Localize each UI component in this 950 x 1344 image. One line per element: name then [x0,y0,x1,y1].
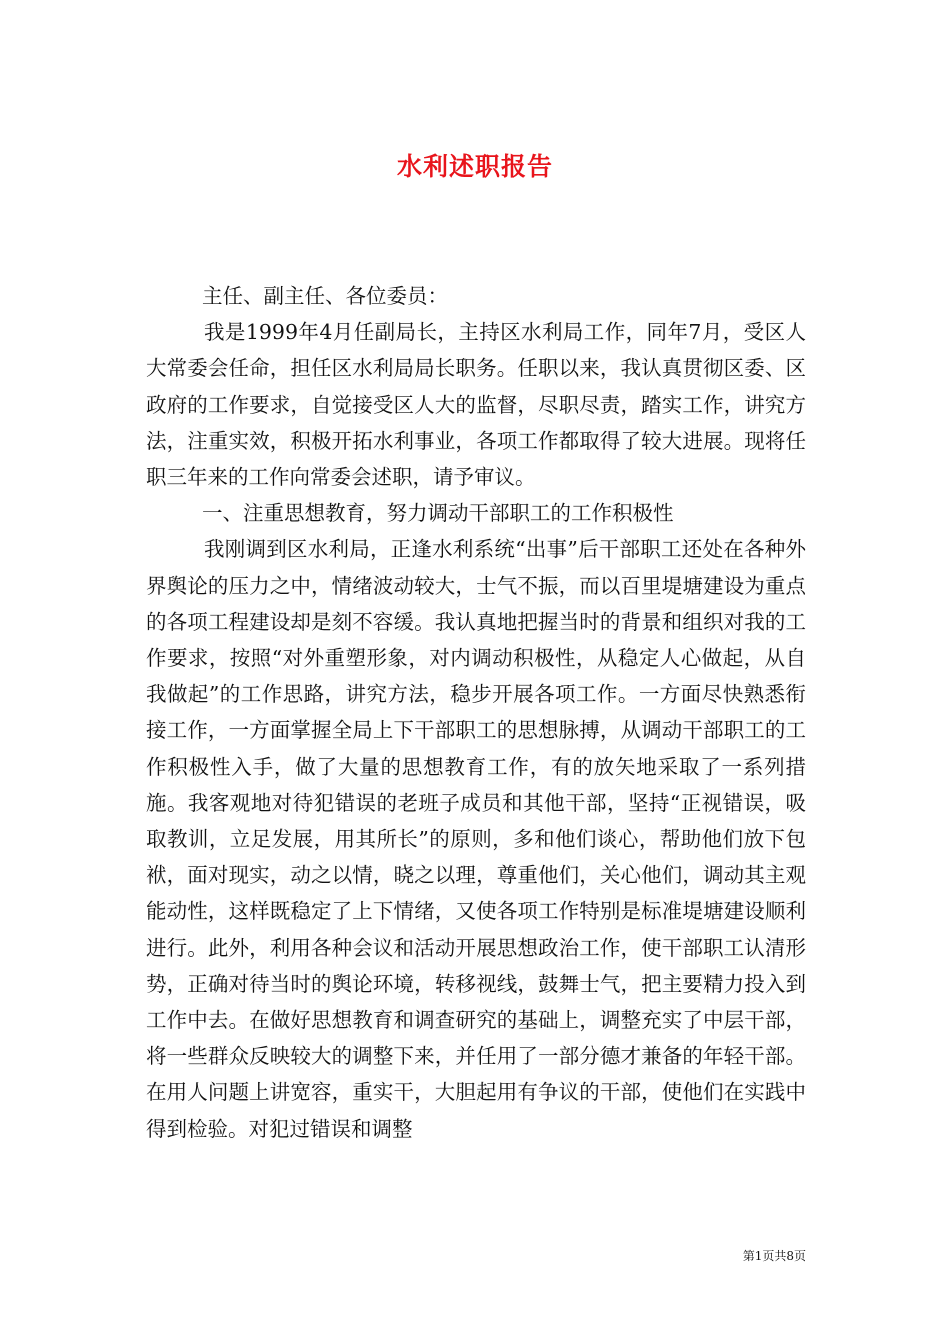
document-body [146,278,806,1147]
paragraph-section-1: 我刚调到区水利局，正逢水利系统“出事”后干部职工还处在各种外界舆论的压力之中，情绪波动较大，士气不振，而以百里堤塘建设为重点的各项工程建设却是刻不容缓。我认真地把握当时的背景和组织对我的工作要求，按照“对外重塑形象，对内调动积极性，从稳定人心做起，从自我做起”的工作思路，讲究方法，稳步开展各项工作。一方面尽快熟悉衔接工作，一方面掌握全局上下干部职工的思想脉搏，从调动干部职工的工作积极性入手，做了大量的思想教育工作，有的放矢地采取了一系列措施。我客观地对待犯错误的老班子成员和其他干部，坚持“正视错误，吸取教训，立足发展，用其所长”的原则，多和他们谈心，帮助他们放下包袱，面对现实，动之以情，晓之以理，尊重他们，关心他们，调动其主观能动性，这样既稳定了上下情绪，又使各项工作特别是标准堤塘建设顺利进行。此外，利用各种会议和活动开展思想政治工作，使干部职工认清形势，正确对待当时的舆论环境，转移视线，鼓舞士气，把主要精力投入到工作中去。在做好思想教育和调查研究的基础上，调整充实了中层干部，将一些群众反映较大的调整下来，并任用了一部分德才兼备的年轻干部。在用人问题上讲宽容，重实干，大胆起用有争议的干部，使他们在实践中得到检验。对犯过错误和调整 [146,537,806,1141]
page-footer [743,1248,806,1264]
section-heading: 一、注重思想教育，努力调动干部职工的工作积极性 [202,501,674,526]
page-number-label: 第1页共8页 [742,1249,806,1263]
paragraph-intro: 我是1999年4月任副局长，主持区水利局工作，同年7月，受区人大常委会任命，担任区水利局局长职务。任职以来，我认真贯彻区委、区政府的工作要求，自觉接受区人大的监督，尽职尽责，踏实工作，讲究方法，注重实效，积极开拓水利事业，各项工作都取得了较大进展。现将任职三年来的工作向常委会述职，请予审议。 [146,320,806,490]
salutation: 主任、副主任、各位委员： [202,284,448,308]
document-title: 水利述职报告 [396,151,553,181]
